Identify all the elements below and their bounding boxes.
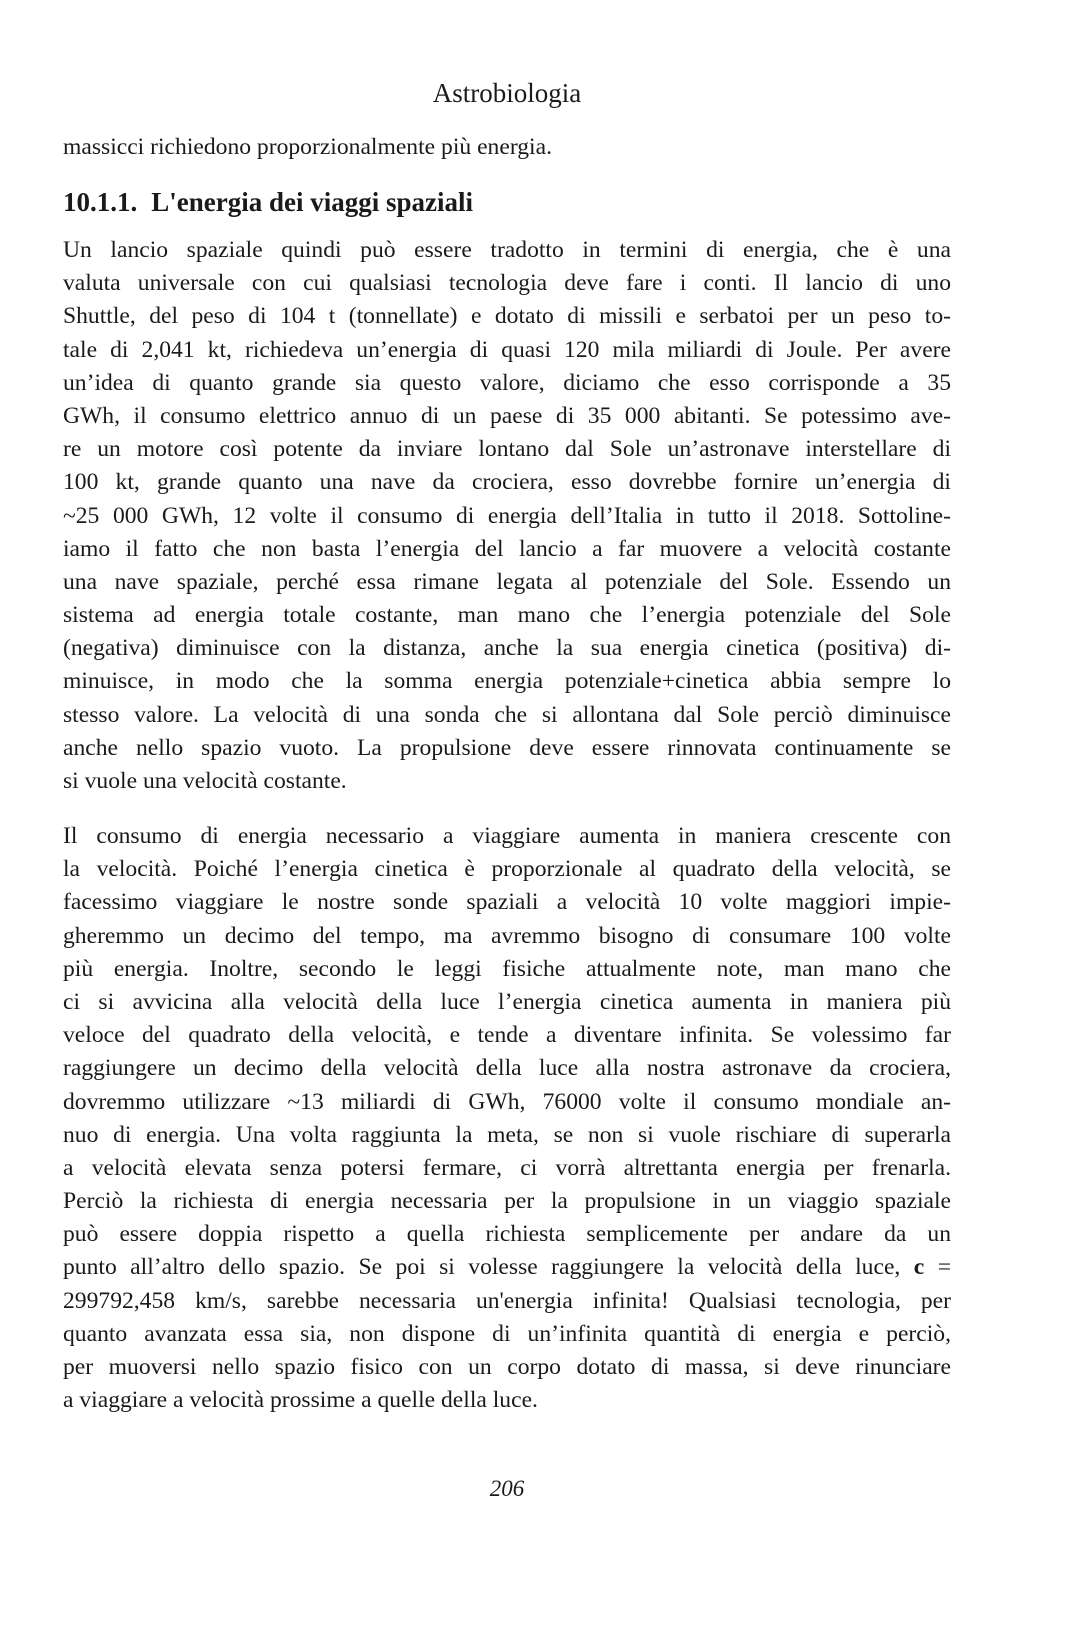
running-title: Astrobiologia	[432, 78, 582, 108]
speed-of-light-symbol: c	[913, 1254, 925, 1281]
text-line: anche nello spazio vuoto. La propulsione deve essere rinnovata continuamente se	[63, 734, 951, 761]
text-line: gheremmo un decimo del tempo, ma avremmo bisogno di consumare 100 volte	[63, 922, 951, 949]
continuation-text: massicci richiedono proporzionalmente più energia.	[63, 134, 552, 160]
text-line: tale di 2,041 kt, richiedeva un’energia di quasi 120 mila miliardi di Joule. Per avere	[63, 336, 951, 363]
text-line: GWh, il consumo elettrico annuo di un paese di 35 000 abitanti. Se potessimo ave-	[63, 402, 951, 429]
text-line: dovremmo utilizzare ~13 miliardi di GWh, 76000 volte il consumo mondiale an-	[63, 1088, 951, 1115]
text-line: re un motore così potente da inviare lontano dal Sole un’astronave interstellare di	[63, 436, 951, 463]
equals-sign: =	[937, 1254, 951, 1281]
text-line: ci si avvicina alla velocità della luce l’energia cinetica aumenta in maniera più	[63, 988, 951, 1015]
text-line: sistema ad energia totale costante, man mano che l’energia potenziale del Sole	[63, 602, 951, 629]
text-line: Perciò la richiesta di energia necessaria per la propulsione in un viaggio spaziale	[63, 1188, 951, 1215]
section-number: 10.1.1.	[63, 187, 138, 217]
text-line: Un lancio spaziale quindi può essere tradotto in termini di energia, che è una	[63, 237, 951, 263]
text-line: nuo di energia. Una volta raggiunta la meta, se non si vuole rischiare di superarla	[63, 1121, 951, 1148]
text-line: valuta universale con cui qualsiasi tecnologia deve fare i conti. Il lancio di uno	[63, 270, 951, 297]
text-line: stesso valore. La velocità di una sonda che si allontana dal Sole perciò diminuisce	[63, 701, 951, 728]
text-line: la velocità. Poiché l’energia cinetica è proporzionale al quadrato della velocità, se	[63, 856, 951, 883]
text-line: 299792,458 km/s, sarebbe necessaria un'energia infinita! Qualsiasi tecnologia, per	[63, 1287, 951, 1314]
text-line: a velocità elevata senza potersi fermare, ci vorrà altrettanta energia per frenarla.	[63, 1154, 951, 1181]
paragraph-1	[63, 234, 951, 798]
text-line: Il consumo di energia necessario a viaggiare aumenta in maniera crescente con	[63, 823, 951, 849]
text-line: più energia. Inoltre, secondo le leggi fisiche attualmente note, man mano che	[63, 955, 951, 982]
text-line: (negativa) diminuisce con la distanza, anche la sua energia cinetica (positiva) di-	[63, 635, 951, 662]
text-line: a viaggiare a velocità prossime a quelle della luce.	[63, 1387, 538, 1414]
running-header	[63, 76, 951, 110]
section-title: L'energia dei viaggi spaziali	[151, 187, 473, 217]
section-heading	[63, 184, 473, 220]
text-line: quanto avanzata essa sia, non dispone di un’infinita quantità di energia e perciò,	[63, 1320, 951, 1347]
text-line: raggiungere un decimo della velocità della luce alla nostra astronave da crociera,	[63, 1055, 951, 1082]
text-line: un’idea di quanto grande sia questo valore, diciamo che esso corrisponde a 35	[63, 369, 951, 396]
text-line: iamo il fatto che non basta l’energia del lancio a far muovere a velocità costante	[63, 535, 951, 562]
text-line: si vuole una velocità costante.	[63, 768, 347, 794]
text-line: può essere doppia rispetto a quella richiesta semplicemente per andare da un	[63, 1221, 951, 1248]
text-line: 100 kt, grande quanto una nave da crociera, esso dovrebbe fornire un’energia di	[63, 469, 951, 496]
text-line: facessimo viaggiare le nostre sonde spaziali a velocità 10 volte maggiori impie-	[63, 889, 951, 916]
text-line: una nave spaziale, perché essa rimane legata al potenziale del Sole. Essendo un	[63, 568, 951, 595]
text-line-with-constant	[63, 1251, 951, 1284]
text-line: minuisce, in modo che la somma energia potenziale+cinetica abbia sempre lo	[63, 668, 951, 695]
text-fragment: punto all’altro dello spazio. Se poi si volesse raggiungere la velocità della luce,	[63, 1254, 901, 1281]
text-line: per muoversi nello spazio fisico con un corpo dotato di massa, si deve rinunciare	[63, 1354, 951, 1380]
paragraph-2	[63, 820, 951, 1417]
text-line: Shuttle, del peso di 104 t (tonnellate) e dotato di missili e serbatoi per un peso to-	[63, 303, 951, 330]
page-number: 206	[489, 1476, 525, 1501]
text-line: ~25 000 GWh, 12 volte il consumo di energia dell’Italia in tutto il 2018. Sottoline-	[63, 502, 951, 529]
text-line: veloce del quadrato della velocità, e tende a diventare infinita. Se volessimo far	[63, 1022, 951, 1049]
